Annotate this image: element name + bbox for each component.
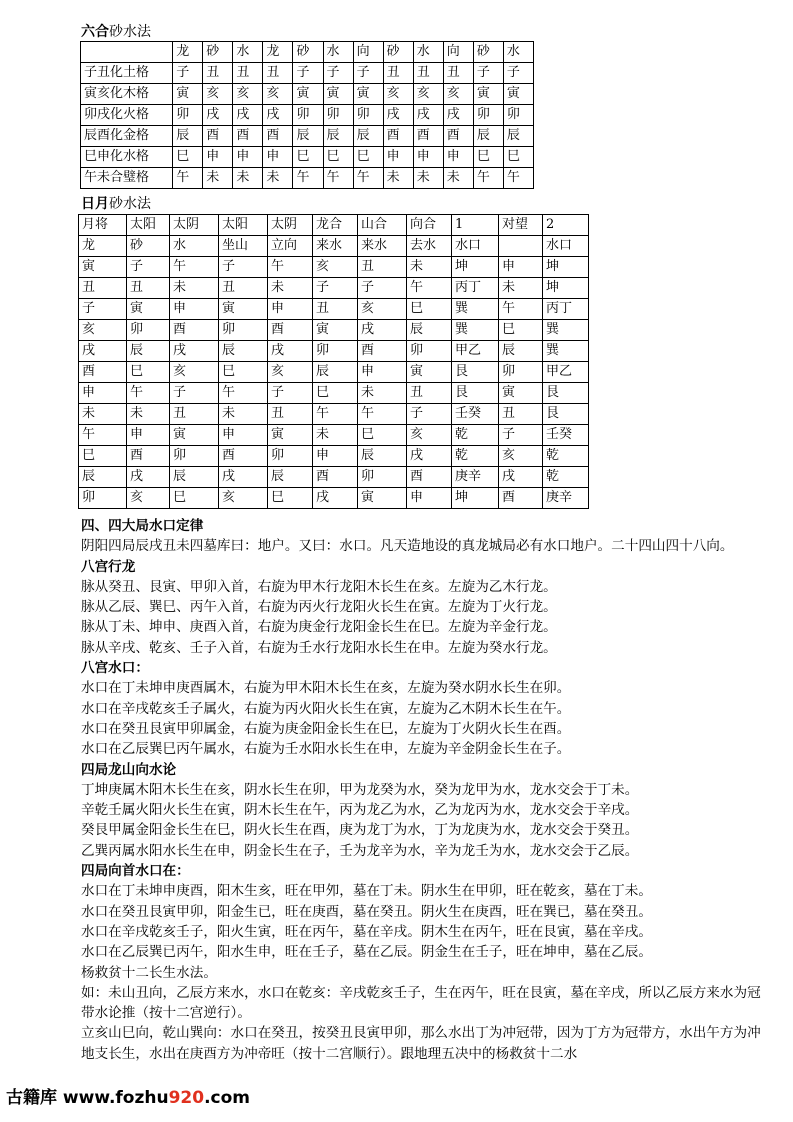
table-cell: 戌 xyxy=(127,467,170,488)
table-cell: 寅 xyxy=(127,299,170,320)
table-row xyxy=(81,126,534,147)
table-cell: 卯 xyxy=(293,105,323,126)
table-cell: 寅 xyxy=(313,320,358,341)
table-cell: 子 xyxy=(473,63,503,84)
table-cell: 酉 xyxy=(413,126,443,147)
table-cell: 辰 xyxy=(268,467,313,488)
table-row xyxy=(81,84,534,105)
table-cell: 丑 xyxy=(443,63,473,84)
table-cell: 对望 xyxy=(499,215,543,236)
table-cell: 亥 xyxy=(263,84,293,105)
liuhe-table xyxy=(80,41,534,189)
paragraph: 水口在丁未坤申庚酉属木，右旋为甲木阳木长生在亥，左旋为癸水阴水长生在卯。 xyxy=(81,680,571,697)
table-cell: 去水 xyxy=(407,236,452,257)
table-cell: 亥 xyxy=(313,257,358,278)
table-cell: 甲乙 xyxy=(543,362,589,383)
paragraph: 水口在辛戌乾亥壬子属火，右旋为丙火阳火长生在寅，左旋为乙木阴木长生在午。 xyxy=(81,700,571,717)
table-cell: 丙丁 xyxy=(543,299,589,320)
table-cell: 坤 xyxy=(452,488,499,509)
table-cell: 戌 xyxy=(263,105,293,126)
table-cell: 酉 xyxy=(313,467,358,488)
table-cell: 巳 xyxy=(358,425,407,446)
table-cell xyxy=(81,42,173,63)
table-cell: 戌 xyxy=(79,341,127,362)
table-cell: 酉 xyxy=(499,488,543,509)
section-heading: 八宫行龙 xyxy=(81,558,136,575)
table-cell: 卯 xyxy=(127,320,170,341)
table-cell: 水 xyxy=(413,42,443,63)
table-cell: 卯 xyxy=(358,467,407,488)
table-row xyxy=(79,446,589,467)
table-cell: 坤 xyxy=(452,257,499,278)
table-row xyxy=(79,215,589,236)
table-cell: 戌 xyxy=(383,105,413,126)
table-cell: 来水 xyxy=(313,236,358,257)
table-cell: 子 xyxy=(293,63,323,84)
table-cell: 砂 xyxy=(473,42,503,63)
table-cell: 卯 xyxy=(323,105,353,126)
table-cell: 卯 xyxy=(313,341,358,362)
section-title-liuhe: 六合砂水法 xyxy=(81,24,151,40)
table-cell: 太阴 xyxy=(170,215,219,236)
table-cell: 辰 xyxy=(173,126,203,147)
table-cell: 酉 xyxy=(358,341,407,362)
table-cell: 砂 xyxy=(203,42,233,63)
table-cell: 亥 xyxy=(499,446,543,467)
table-cell: 乾 xyxy=(452,425,499,446)
table-cell: 寅 xyxy=(323,84,353,105)
table-cell: 丑 xyxy=(170,404,219,425)
table-cell: 巳 xyxy=(268,488,313,509)
table-cell: 午 xyxy=(219,383,268,404)
table-cell: 子 xyxy=(499,425,543,446)
table-cell: 水口 xyxy=(452,236,499,257)
table-cell: 巳 xyxy=(323,147,353,168)
table-cell: 丑 xyxy=(407,383,452,404)
table-cell: 卯 xyxy=(503,105,533,126)
table-cell: 寅 xyxy=(268,425,313,446)
table-cell xyxy=(499,236,543,257)
table-row xyxy=(81,168,534,189)
table-cell: 丑 xyxy=(79,278,127,299)
table-cell: 丑 xyxy=(263,63,293,84)
table-cell: 乾 xyxy=(452,446,499,467)
table-cell: 辰 xyxy=(293,126,323,147)
table-cell: 水 xyxy=(503,42,533,63)
table-cell: 辰 xyxy=(127,341,170,362)
table-cell: 午 xyxy=(313,404,358,425)
table-cell: 亥 xyxy=(383,84,413,105)
table-cell: 午 xyxy=(293,168,323,189)
table-cell: 戌 xyxy=(499,467,543,488)
paragraph: 脉从癸丑、艮寅、甲卯入首，右旋为甲木行龙阳木长生在亥。左旋为乙木行龙。 xyxy=(81,578,557,595)
table-cell: 未 xyxy=(413,168,443,189)
table-cell: 辰 xyxy=(313,362,358,383)
table-cell: 巳 xyxy=(127,362,170,383)
table-cell: 辰 xyxy=(219,341,268,362)
table-cell: 午 xyxy=(499,299,543,320)
table-row xyxy=(79,299,589,320)
table-cell: 亥 xyxy=(413,84,443,105)
table-cell: 太阳 xyxy=(219,215,268,236)
table-cell: 卯 xyxy=(499,362,543,383)
table-cell: 丙丁 xyxy=(452,278,499,299)
table-cell: 巽 xyxy=(543,320,589,341)
table-cell: 辰 xyxy=(323,126,353,147)
table-cell: 未 xyxy=(313,425,358,446)
table-cell: 寅 xyxy=(407,362,452,383)
watermark-footer: 古籍库 www.fozhu920.com xyxy=(6,1088,251,1108)
table-row xyxy=(79,467,589,488)
table-cell: 巳 xyxy=(173,147,203,168)
table-cell: 卯 xyxy=(170,446,219,467)
table-cell: 向 xyxy=(443,42,473,63)
table-cell: 巳 xyxy=(219,362,268,383)
table-cell: 丑 xyxy=(268,404,313,425)
table-cell: 坤 xyxy=(543,278,589,299)
table-row xyxy=(79,383,589,404)
table-cell: 戌 xyxy=(268,341,313,362)
table-cell: 午 xyxy=(358,404,407,425)
table-cell: 寅 xyxy=(358,488,407,509)
table-cell: 申 xyxy=(407,488,452,509)
table-cell: 水 xyxy=(323,42,353,63)
table-cell: 辰 xyxy=(407,320,452,341)
table-cell: 艮 xyxy=(543,404,589,425)
table-cell: 子 xyxy=(173,63,203,84)
table-row xyxy=(79,320,589,341)
table-cell: 酉 xyxy=(203,126,233,147)
table-cell: 龙 xyxy=(79,236,127,257)
table-cell: 丑 xyxy=(313,299,358,320)
table-row xyxy=(79,404,589,425)
table-cell: 寅 xyxy=(473,84,503,105)
table-cell: 午未合璧格 xyxy=(81,168,173,189)
table-cell: 申 xyxy=(170,299,219,320)
table-cell: 辰 xyxy=(499,341,543,362)
table-row xyxy=(81,147,534,168)
table-cell: 午 xyxy=(323,168,353,189)
table-cell: 亥 xyxy=(127,488,170,509)
table-cell: 砂 xyxy=(127,236,170,257)
paragraph: 癸艮甲属金阳金长生在巳，阴火长生在酉，庚为龙丁为水，丁为龙庚为水，龙水交会于癸丑。 xyxy=(81,822,639,839)
table-cell: 申 xyxy=(233,147,263,168)
table-cell: 乾 xyxy=(543,446,589,467)
section-heading: 八宫水口： xyxy=(81,660,149,677)
table-cell: 午 xyxy=(407,278,452,299)
table-cell: 申 xyxy=(219,425,268,446)
table-cell: 丑 xyxy=(203,63,233,84)
table-cell: 申 xyxy=(268,299,313,320)
paragraph: 丁坤庚属木阳木长生在亥，阴水长生在卯，甲为龙癸为水，癸为龙甲为水，龙水交会于丁未。 xyxy=(81,781,639,798)
table-cell: 龙 xyxy=(173,42,203,63)
table-cell: 巳 xyxy=(503,147,533,168)
section-title-riyue: 日月砂水法 xyxy=(81,196,151,212)
table-cell: 未 xyxy=(407,257,452,278)
table-row xyxy=(79,362,589,383)
body-text xyxy=(81,516,771,1064)
table-row xyxy=(81,42,534,63)
table-cell: 亥 xyxy=(79,320,127,341)
table-cell: 未 xyxy=(170,278,219,299)
table-cell: 戌 xyxy=(203,105,233,126)
table-cell: 来水 xyxy=(358,236,407,257)
table-cell: 子 xyxy=(503,63,533,84)
table-cell: 辰 xyxy=(170,467,219,488)
table-cell: 巳 xyxy=(353,147,383,168)
table-cell: 寅 xyxy=(170,425,219,446)
table-cell: 卯 xyxy=(268,446,313,467)
table-cell: 卯 xyxy=(173,105,203,126)
table-cell: 太阴 xyxy=(268,215,313,236)
paragraph: 阴阳四局辰戌丑未四墓库曰：地户。又曰：水口。凡天造地设的真龙城局必有水口地户。二十四山四十八向。 xyxy=(81,538,734,555)
table-cell: 戌 xyxy=(170,341,219,362)
paragraph: 水口在乙辰巽已丙午，阳水生申，旺在壬子，墓在乙辰。阴金生在壬子，旺在坤申，墓在乙辰。 xyxy=(81,944,652,961)
table-cell: 酉 xyxy=(443,126,473,147)
table-cell: 酉 xyxy=(127,446,170,467)
table-cell: 午 xyxy=(503,168,533,189)
table-cell: 未 xyxy=(268,278,313,299)
table-cell: 未 xyxy=(79,404,127,425)
table-cell: 亥 xyxy=(170,362,219,383)
table-cell: 子 xyxy=(268,383,313,404)
table-cell: 未 xyxy=(203,168,233,189)
table-cell: 申 xyxy=(79,383,127,404)
table-cell: 未 xyxy=(263,168,293,189)
table-cell: 卯戌化火格 xyxy=(81,105,173,126)
table-cell: 子 xyxy=(353,63,383,84)
table-cell: 申 xyxy=(383,147,413,168)
table-cell: 砂 xyxy=(293,42,323,63)
table-cell: 午 xyxy=(173,168,203,189)
table-cell: 亥 xyxy=(443,84,473,105)
table-cell: 水口 xyxy=(543,236,589,257)
table-row xyxy=(79,278,589,299)
table-cell: 巳 xyxy=(499,320,543,341)
section-heading: 四局向首水口在： xyxy=(81,863,190,880)
table-cell: 甲乙 xyxy=(452,341,499,362)
table-cell: 子 xyxy=(407,404,452,425)
table-cell: 酉 xyxy=(79,362,127,383)
table-cell: 巳申化水格 xyxy=(81,147,173,168)
table-cell: 亥 xyxy=(407,425,452,446)
table-cell: 辰酉化金格 xyxy=(81,126,173,147)
table-cell: 巽 xyxy=(452,320,499,341)
table-cell: 庚辛 xyxy=(452,467,499,488)
table-cell: 未 xyxy=(127,404,170,425)
table-cell: 申 xyxy=(203,147,233,168)
table-cell: 戌 xyxy=(233,105,263,126)
table-cell: 酉 xyxy=(219,446,268,467)
table-cell: 戌 xyxy=(443,105,473,126)
table-cell: 酉 xyxy=(233,126,263,147)
table-cell: 寅 xyxy=(173,84,203,105)
table-cell: 丑 xyxy=(233,63,263,84)
table-cell: 申 xyxy=(358,362,407,383)
table-cell: 卯 xyxy=(473,105,503,126)
table-cell: 龙 xyxy=(263,42,293,63)
table-cell: 卯 xyxy=(407,341,452,362)
table-cell: 辰 xyxy=(473,126,503,147)
table-cell: 申 xyxy=(127,425,170,446)
table-cell: 未 xyxy=(219,404,268,425)
table-cell: 立向 xyxy=(268,236,313,257)
paragraph: 杨救贫十二长生水法。 xyxy=(81,964,217,981)
table-cell: 寅 xyxy=(219,299,268,320)
table-cell: 巳 xyxy=(473,147,503,168)
table-cell: 午 xyxy=(127,383,170,404)
table-cell: 子 xyxy=(313,278,358,299)
table-cell: 巽 xyxy=(452,299,499,320)
table-cell: 子 xyxy=(323,63,353,84)
table-cell: 寅亥化木格 xyxy=(81,84,173,105)
table-cell: 戌 xyxy=(407,446,452,467)
table-cell: 艮 xyxy=(543,383,589,404)
paragraph: 脉从辛戌、乾亥、壬子入首，右旋为壬水行龙阳水长生在申。左旋为癸水行龙。 xyxy=(81,639,557,656)
table-cell: 未 xyxy=(499,278,543,299)
table-cell: 亥 xyxy=(219,488,268,509)
table-cell: 午 xyxy=(353,168,383,189)
table-cell: 子 xyxy=(219,257,268,278)
table-cell: 酉 xyxy=(263,126,293,147)
table-cell: 丑 xyxy=(127,278,170,299)
table-cell: 辰 xyxy=(503,126,533,147)
table-cell: 巳 xyxy=(313,383,358,404)
table-cell: 砂 xyxy=(383,42,413,63)
table-cell: 巽 xyxy=(543,341,589,362)
riyue-table xyxy=(78,214,589,509)
table-cell: 未 xyxy=(443,168,473,189)
table-cell: 申 xyxy=(313,446,358,467)
table-cell: 午 xyxy=(79,425,127,446)
paragraph: 水口在乙辰巽巳丙午属水，右旋为壬水阳水长生在申，左旋为辛金阴金长生在子。 xyxy=(81,741,571,758)
table-cell: 戌 xyxy=(313,488,358,509)
table-cell: 酉 xyxy=(268,320,313,341)
paragraph: 脉从乙辰、巽巳、丙午入首，右旋为丙火行龙阳火长生在寅。左旋为丁火行龙。 xyxy=(81,599,557,616)
table-cell: 亥 xyxy=(233,84,263,105)
paragraph: 水口在辛戌乾亥壬子，阳火生寅，旺在丙午，墓在辛戌。阴木生在丙午，旺在艮寅，墓在辛戌。 xyxy=(81,923,652,940)
table-cell: 子 xyxy=(358,278,407,299)
table-row xyxy=(79,488,589,509)
table-cell: 太阳 xyxy=(127,215,170,236)
paragraph: 立亥山巳向，乾山巽向：水口在癸丑，按癸丑艮寅甲卯，那么水出丁为冲冠带，因为丁方为冠带方，水出午方为冲地支长生，水出在庚酉方为冲帝旺（按十二宫顺行）。跟地理五决中的杨救贫十二水 xyxy=(81,1025,761,1062)
table-cell: 2 xyxy=(543,215,589,236)
table-cell: 戌 xyxy=(219,467,268,488)
table-cell: 卯 xyxy=(353,105,383,126)
table-cell: 亥 xyxy=(358,299,407,320)
table-cell: 丑 xyxy=(358,257,407,278)
table-row xyxy=(81,63,534,84)
table-cell: 戌 xyxy=(413,105,443,126)
table-row xyxy=(79,341,589,362)
table-cell: 寅 xyxy=(503,84,533,105)
table-cell: 亥 xyxy=(268,362,313,383)
table-cell: 巳 xyxy=(293,147,323,168)
table-cell: 庚辛 xyxy=(543,488,589,509)
table-cell: 子 xyxy=(127,257,170,278)
table-row xyxy=(81,105,534,126)
table-cell: 子丑化土格 xyxy=(81,63,173,84)
table-cell: 申 xyxy=(413,147,443,168)
table-cell: 寅 xyxy=(499,383,543,404)
table-cell: 未 xyxy=(358,383,407,404)
table-cell: 酉 xyxy=(383,126,413,147)
paragraph: 辛乾壬属火阳火长生在寅，阴木长生在午，丙为龙乙为水，乙为龙丙为水，龙水交会于辛戌。 xyxy=(81,802,639,819)
table-cell: 申 xyxy=(499,257,543,278)
table-cell: 申 xyxy=(443,147,473,168)
table-cell: 戌 xyxy=(358,320,407,341)
paragraph: 水口在癸丑艮寅甲卯属金，右旋为庚金阳金长生在巳，左旋为丁火阴火长生在酉。 xyxy=(81,720,571,737)
table-cell: 山合 xyxy=(358,215,407,236)
table-cell: 丑 xyxy=(499,404,543,425)
section-heading: 四、四大局水口定律 xyxy=(81,518,204,534)
table-cell: 丑 xyxy=(219,278,268,299)
table-cell: 艮 xyxy=(452,383,499,404)
table-cell: 亥 xyxy=(203,84,233,105)
table-cell: 1 xyxy=(452,215,499,236)
table-cell: 月将 xyxy=(79,215,127,236)
table-cell: 辰 xyxy=(353,126,383,147)
table-cell: 寅 xyxy=(79,257,127,278)
table-cell: 辰 xyxy=(79,467,127,488)
section-heading: 四局龙山向水论 xyxy=(81,761,177,778)
table-cell: 未 xyxy=(233,168,263,189)
table-cell: 乾 xyxy=(543,467,589,488)
table-cell: 寅 xyxy=(353,84,383,105)
table-row xyxy=(79,425,589,446)
table-cell: 酉 xyxy=(170,320,219,341)
table-cell: 壬癸 xyxy=(543,425,589,446)
table-cell: 寅 xyxy=(293,84,323,105)
table-cell: 水 xyxy=(233,42,263,63)
table-cell: 申 xyxy=(263,147,293,168)
table-cell: 酉 xyxy=(407,467,452,488)
table-cell: 午 xyxy=(170,257,219,278)
table-cell: 向合 xyxy=(407,215,452,236)
table-cell: 午 xyxy=(268,257,313,278)
table-cell: 丑 xyxy=(383,63,413,84)
table-cell: 龙合 xyxy=(313,215,358,236)
table-cell: 水 xyxy=(170,236,219,257)
table-cell: 向 xyxy=(353,42,383,63)
table-cell: 巳 xyxy=(407,299,452,320)
table-cell: 坐山 xyxy=(219,236,268,257)
table-cell: 艮 xyxy=(452,362,499,383)
paragraph: 乙巽丙属水阳水长生在申，阴金长生在子，壬为龙辛为水，辛为龙壬为水，龙水交会于乙辰。 xyxy=(81,842,639,859)
table-row xyxy=(79,236,589,257)
table-cell: 巳 xyxy=(170,488,219,509)
paragraph: 如：未山丑向，乙辰方来水，水口在乾亥：辛戌乾亥壬子，生在丙午，旺在艮寅，墓在辛戌，所以乙辰方来水为冠带水论推（按十二宫逆行）。 xyxy=(81,984,761,1022)
table-row xyxy=(79,257,589,278)
paragraph: 水口在丁未坤申庚酉，阳木生亥，旺在甲夘，墓在丁未。阴水生在甲卯，旺在乾亥，墓在丁未。 xyxy=(81,883,652,900)
table-cell: 子 xyxy=(170,383,219,404)
paragraph: 脉从丁未、坤申、庚酉入首，右旋为庚金行龙阳金长生在巳。左旋为辛金行龙。 xyxy=(81,619,557,636)
table-cell: 辰 xyxy=(358,446,407,467)
table-cell: 午 xyxy=(473,168,503,189)
table-cell: 壬癸 xyxy=(452,404,499,425)
table-cell: 卯 xyxy=(79,488,127,509)
table-cell: 子 xyxy=(79,299,127,320)
table-cell: 卯 xyxy=(219,320,268,341)
table-cell: 巳 xyxy=(79,446,127,467)
table-cell: 坤 xyxy=(543,257,589,278)
table-cell: 丑 xyxy=(413,63,443,84)
paragraph: 水口在癸丑艮寅甲卯，阳金生已，旺在庚酉，墓在癸丑。阴火生在庚酉，旺在巽已，墓在癸丑。 xyxy=(81,903,652,920)
table-cell: 未 xyxy=(383,168,413,189)
